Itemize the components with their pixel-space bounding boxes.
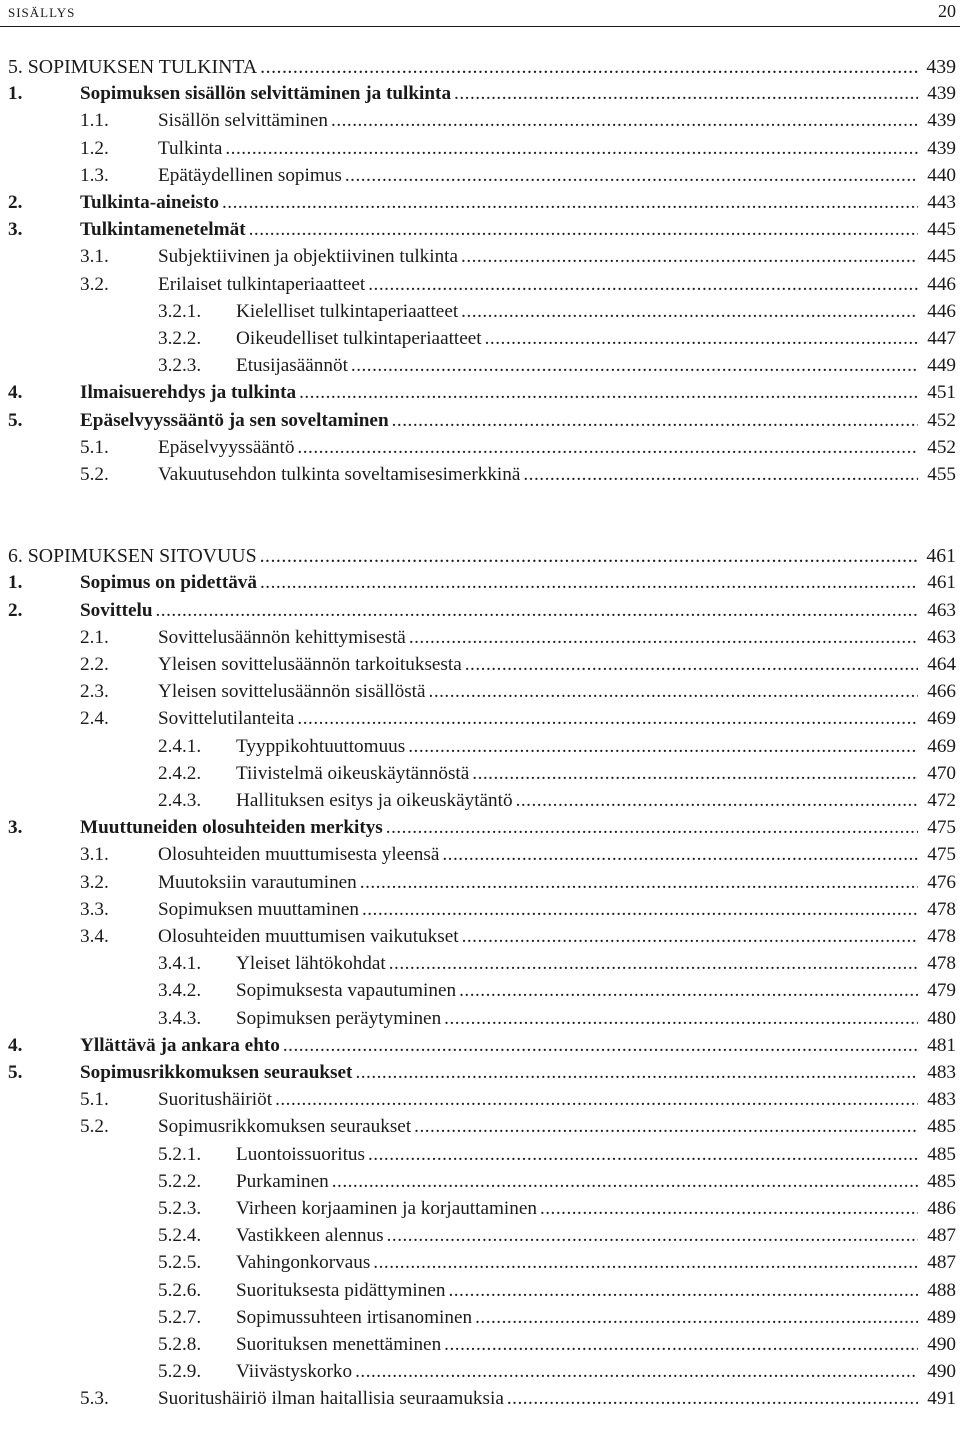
toc-entry-number: 5.2.1. <box>158 1143 202 1165</box>
toc-entry[interactable] <box>0 353 958 379</box>
toc-entry-number: 2.4.1. <box>158 735 202 757</box>
toc-page-number: 466 <box>927 681 956 703</box>
toc-entry[interactable] <box>0 272 958 298</box>
toc-entry-title: Sisällön selvittäminen <box>158 110 329 132</box>
toc-title-leader <box>158 1386 918 1412</box>
dot-leader <box>219 190 918 216</box>
toc-entry-number: 3.2.3. <box>158 355 202 377</box>
toc-entry-title: Yllättävä ja ankara ehto <box>80 1034 280 1056</box>
dot-leader <box>246 217 918 243</box>
toc-title-leader <box>80 217 918 243</box>
toc-entry-title: Purkaminen <box>236 1170 329 1192</box>
toc-title-leader <box>158 435 918 461</box>
toc-title-leader <box>236 1278 918 1304</box>
toc-title-leader <box>158 272 918 298</box>
toc-page-number: 440 <box>927 164 956 186</box>
dot-leader <box>357 870 918 896</box>
toc-entry-number: 3.2.1. <box>158 300 202 322</box>
toc-entry-number: 3.1. <box>80 246 109 268</box>
toc-entry-number: 5.2. <box>80 464 109 485</box>
toc-page-number: 445 <box>927 246 956 268</box>
toc-entry-title: Suoritushäiriöt <box>158 1089 273 1111</box>
dot-leader <box>389 408 918 434</box>
toc-entry-number: 1.1. <box>80 110 109 132</box>
toc-entry-title: Tulkinta <box>158 137 223 159</box>
toc-page-number: 491 <box>927 1388 956 1410</box>
toc-page-number: 446 <box>927 273 956 295</box>
toc-entry-title: Tulkinta-aineisto <box>80 192 219 213</box>
toc-entry-title: Suorituksen menettäminen <box>236 1334 442 1355</box>
running-header <box>0 0 960 26</box>
toc-entry[interactable] <box>0 1006 958 1032</box>
toc-entry-title: Yleiset lähtökohdat <box>236 953 386 975</box>
dot-leader <box>439 842 918 868</box>
toc-page-number: 483 <box>927 1089 956 1111</box>
toc-page-number: 464 <box>927 654 956 675</box>
toc-title-leader <box>236 1006 918 1032</box>
toc-page-number: 486 <box>927 1198 956 1219</box>
dot-leader <box>222 136 918 162</box>
toc-entry-number: 5.2.8. <box>158 1334 202 1355</box>
toc-entry-number: 3.4.3. <box>158 1007 202 1029</box>
toc-entry-title: Sovittelutilanteita <box>158 708 295 730</box>
toc-entry-number: 5.2.3. <box>158 1198 202 1219</box>
toc-page-number: 470 <box>927 762 956 784</box>
toc-page-number: 485 <box>927 1116 956 1138</box>
toc-entry-number: 5. SOPIMUKSEN TULKINTA <box>8 56 258 78</box>
toc-title-leader <box>236 1359 918 1385</box>
toc-entry-title: Ilmaisuerehdys ja tulkinta <box>80 382 297 404</box>
toc-entry[interactable] <box>0 108 958 134</box>
toc-title-leader <box>236 1142 918 1168</box>
toc-entry[interactable] <box>0 951 958 977</box>
toc-entry-title: Erilaiset tulkintaperiaatteet <box>158 273 366 295</box>
toc-page-number: 439 <box>927 137 956 159</box>
toc-entry-number: 3.4.2. <box>158 980 202 1002</box>
toc-title-leader <box>80 81 918 107</box>
toc-title-leader <box>158 136 918 162</box>
toc-page-number: 452 <box>927 409 956 431</box>
toc-entry-title: Vahingonkorvaus <box>236 1252 371 1274</box>
toc-entry-title: Tulkintamenetelmät <box>80 219 246 241</box>
toc-entry[interactable] <box>0 1142 958 1168</box>
toc-page-number: 488 <box>927 1279 956 1301</box>
toc-page-number: 475 <box>927 817 956 839</box>
toc-title-leader <box>158 625 918 651</box>
toc-title-leader <box>236 734 918 760</box>
toc-entry[interactable] <box>0 1386 958 1412</box>
dot-leader <box>520 462 918 488</box>
toc-page-number: 483 <box>927 1062 956 1083</box>
toc-chapter-entry[interactable] <box>0 54 958 80</box>
dot-leader <box>294 435 918 461</box>
dot-leader <box>383 815 918 841</box>
toc-entry-title: Sopimussuhteen irtisanominen <box>236 1306 473 1328</box>
dot-leader <box>472 1305 918 1331</box>
toc-title-leader <box>236 299 918 325</box>
toc-entry-number: 2.4.2. <box>158 762 202 784</box>
toc-page-number: 452 <box>927 436 956 458</box>
toc-entry[interactable] <box>0 462 958 488</box>
toc-page-number: 475 <box>927 844 956 866</box>
dot-leader <box>441 1332 918 1358</box>
dot-leader <box>445 1278 918 1304</box>
dot-leader <box>458 244 918 270</box>
toc-entry[interactable] <box>0 435 958 461</box>
toc-entry[interactable] <box>0 1114 958 1140</box>
toc-entry-number: 3. <box>8 817 23 839</box>
toc-title-leader <box>80 1033 918 1059</box>
toc-entry[interactable] <box>0 81 958 107</box>
dot-leader <box>342 163 918 189</box>
toc-entry[interactable] <box>0 1060 958 1086</box>
dot-leader <box>459 924 918 950</box>
toc-entry-title: Subjektiivinen ja objektiivinen tulkinta <box>158 246 459 268</box>
dot-leader <box>257 543 918 569</box>
dot-leader <box>296 380 918 406</box>
toc-title-leader <box>158 244 918 270</box>
toc-entry-title: Sopimus on pidettävä <box>80 572 257 594</box>
toc-page-number: 445 <box>927 219 956 241</box>
toc-page-number: 443 <box>927 192 956 213</box>
toc-entry-number: 3.4.1. <box>158 953 202 975</box>
dot-leader <box>384 1223 918 1249</box>
toc-page-number: 478 <box>927 898 956 920</box>
toc-entry-number: 5.2.5. <box>158 1252 202 1274</box>
toc-page-number: 487 <box>927 1252 956 1274</box>
toc-entry[interactable] <box>0 788 958 814</box>
toc-entry-number: 5.2.6. <box>158 1279 202 1301</box>
toc-title-leader <box>80 408 918 434</box>
toc-entry[interactable] <box>0 1250 958 1276</box>
dot-leader <box>352 1060 918 1086</box>
toc-entry[interactable] <box>0 761 958 787</box>
toc-title-leader <box>158 1087 918 1113</box>
toc-entry-number: 1.2. <box>80 137 109 159</box>
toc-entry[interactable] <box>0 1033 958 1059</box>
toc-entry-title: Viivästyskorko <box>236 1361 353 1383</box>
toc-title-leader <box>158 163 918 189</box>
dot-leader <box>469 761 918 787</box>
dot-leader <box>359 897 918 923</box>
dot-leader <box>365 272 918 298</box>
running-title: sisällys <box>8 1 76 21</box>
toc-entry-number: 3.2. <box>80 871 109 893</box>
toc-page-number: 451 <box>927 382 956 404</box>
toc-page-number: 480 <box>927 1007 956 1029</box>
toc-page-number: 487 <box>927 1225 956 1247</box>
dot-leader <box>257 54 918 80</box>
dot-leader <box>329 1169 918 1195</box>
toc-title-leader <box>80 570 918 596</box>
toc-entry-number: 1. <box>8 83 23 105</box>
toc-entry-number: 5.2.9. <box>158 1361 202 1383</box>
toc-entry[interactable] <box>0 1169 958 1195</box>
dot-leader <box>328 108 918 134</box>
toc-entry[interactable] <box>0 299 958 325</box>
toc-entry-number: 3. <box>8 219 23 241</box>
toc-entry[interactable] <box>0 570 958 596</box>
toc-title-leader <box>236 326 918 352</box>
toc-entry[interactable] <box>0 598 958 624</box>
toc-entry[interactable] <box>0 1359 958 1385</box>
toc-entry-title: Luontoissuoritus <box>236 1143 365 1165</box>
toc-entry-number: 3.3. <box>80 898 109 920</box>
toc-title-leader <box>236 1196 918 1222</box>
dot-leader <box>386 951 918 977</box>
toc-entry[interactable] <box>0 217 958 243</box>
toc-entry-title: Sopimuksen muuttaminen <box>158 898 359 920</box>
toc-entry-number: 5. <box>8 409 23 431</box>
toc-entry-title: Vastikkeen alennus <box>236 1225 384 1247</box>
toc-page-number: 439 <box>927 110 956 132</box>
toc-page-number: 439 <box>926 56 956 78</box>
toc-title-leader <box>236 788 918 814</box>
toc-entry-number: 5.1. <box>80 1089 109 1111</box>
toc-title-leader <box>158 462 918 488</box>
toc-page-number: 449 <box>927 355 956 377</box>
toc-entry-title: Epäselvyyssääntö ja sen soveltaminen <box>80 409 389 431</box>
toc-entry-number: 5.2.7. <box>158 1306 202 1328</box>
toc-page-number: 446 <box>927 300 956 322</box>
toc-entry-title: Epätäydellinen sopimus <box>158 164 342 186</box>
dot-leader <box>294 706 918 732</box>
toc-entry-number: 5.2. <box>80 1116 109 1138</box>
toc-chapter-entry[interactable] <box>0 543 958 569</box>
toc-entry[interactable] <box>0 897 958 923</box>
toc-entry-title: Sopimusrikkomuksen seuraukset <box>158 1116 412 1138</box>
toc-title-leader <box>80 1060 918 1086</box>
toc-page-number: 476 <box>927 871 956 893</box>
toc-entry-number: 3.1. <box>80 844 109 866</box>
toc-page-number: 439 <box>927 83 956 105</box>
toc-entry-title: Yleisen sovittelusäännön sisällöstä <box>158 681 426 703</box>
toc-page-number: 485 <box>927 1143 956 1165</box>
dot-leader <box>370 1250 918 1276</box>
toc-entry-number: 6. SOPIMUKSEN SITOVUUS <box>8 545 257 568</box>
toc-page-number: 479 <box>927 980 956 1002</box>
toc-page-number: 469 <box>927 708 956 730</box>
toc-entry-title: Olosuhteiden muuttumisen vaikutukset <box>158 926 459 947</box>
toc-entry[interactable] <box>0 1087 958 1113</box>
toc-page-number: 463 <box>927 626 956 648</box>
dot-leader <box>537 1196 918 1222</box>
toc-entry[interactable] <box>0 1278 958 1304</box>
toc-title-leader <box>236 1332 918 1358</box>
toc-entry[interactable] <box>0 924 958 950</box>
toc-title-leader <box>158 108 918 134</box>
dot-leader <box>411 1114 918 1140</box>
toc-entry-number: 2. <box>8 192 23 213</box>
toc-title-leader <box>80 815 918 841</box>
toc-page-number: 490 <box>927 1361 956 1383</box>
toc-title-leader <box>236 761 918 787</box>
dot-leader <box>513 788 918 814</box>
toc-entry-number: 5.2.4. <box>158 1225 202 1247</box>
dot-leader <box>406 625 918 651</box>
toc-entry-title: Muutoksiin varautuminen <box>158 871 357 893</box>
dot-leader <box>280 1033 918 1059</box>
toc-entry-number: 3.2.2. <box>158 328 202 349</box>
toc-entry-number: 3.4. <box>80 926 109 947</box>
toc-entry-title: Sopimuksen peräytyminen <box>236 1007 442 1029</box>
toc-entry[interactable] <box>0 870 958 896</box>
dot-leader <box>426 679 918 705</box>
toc-entry-title: Sovittelusäännön kehittymisestä <box>158 626 406 648</box>
toc-entry-title: Vakuutusehdon tulkinta soveltamisesimerkkinä <box>158 464 521 485</box>
toc-entry-number: 3.2. <box>80 273 109 295</box>
toc-title-leader <box>236 978 918 1004</box>
dot-leader <box>272 1087 918 1113</box>
toc-entry-title: Oikeudelliset tulkintaperiaatteet <box>236 328 482 349</box>
toc-entry-number: 5.3. <box>80 1388 109 1410</box>
toc-entry-number: 2.4. <box>80 708 109 730</box>
toc-page-number: 461 <box>926 545 956 568</box>
toc-page-number: 485 <box>927 1170 956 1192</box>
toc-entry[interactable] <box>0 1196 958 1222</box>
toc-entry[interactable] <box>0 326 958 352</box>
toc-title-leader <box>236 1250 918 1276</box>
toc-entry-number: 2.2. <box>80 654 109 675</box>
toc-entry[interactable] <box>0 706 958 732</box>
dot-leader <box>348 353 918 379</box>
toc-page-number: 489 <box>927 1306 956 1328</box>
toc-entry[interactable] <box>0 842 958 868</box>
toc-entry-title: Muuttuneiden olosuhteiden merkitys <box>80 817 383 839</box>
toc-title-leader <box>236 1169 918 1195</box>
toc-title-leader <box>236 353 918 379</box>
toc-page-number: 478 <box>927 953 956 975</box>
toc-page-number: 455 <box>927 464 956 485</box>
dot-leader <box>405 734 918 760</box>
toc-entry[interactable] <box>0 1223 958 1249</box>
toc-title-leader <box>158 842 918 868</box>
toc-entry-title: Hallituksen esitys ja oikeuskäytäntö <box>236 790 513 811</box>
dot-leader <box>451 81 918 107</box>
toc-title-leader <box>80 598 918 624</box>
toc-page-number: 463 <box>927 599 956 621</box>
toc-title-leader <box>80 190 918 216</box>
toc-entry-title: Suoritushäiriö ilman haitallisia seuraamuksia <box>158 1388 504 1410</box>
toc-entry-number: 2.4.3. <box>158 790 202 811</box>
toc-title-leader <box>158 1114 918 1140</box>
toc-entry-number: 4. <box>8 1034 23 1056</box>
toc-title-leader <box>236 1223 918 1249</box>
toc-entry[interactable] <box>0 163 958 189</box>
toc-entry-title: Virheen korjaaminen ja korjauttaminen <box>236 1198 537 1219</box>
toc-entry[interactable] <box>0 978 958 1004</box>
toc-entry-title: Sopimusrikkomuksen seuraukset <box>80 1062 353 1083</box>
toc-page-number: 478 <box>927 926 956 947</box>
toc-entry[interactable] <box>0 380 958 406</box>
toc-entry-title: Etusijasäännöt <box>236 355 348 377</box>
toc-entry-title: Sopimuksen sisällön selvittäminen ja tulkinta <box>80 83 452 105</box>
toc-entry-title: Olosuhteiden muuttumisesta yleensä <box>158 844 440 866</box>
toc-entry[interactable] <box>0 815 958 841</box>
toc-entry-title: Sovittelu <box>80 599 153 621</box>
dot-leader <box>352 1359 918 1385</box>
header-rule <box>0 26 960 27</box>
toc-title-leader <box>158 897 918 923</box>
toc-entry-number: 2.1. <box>80 626 109 648</box>
toc-entry-title: Tiivistelmä oikeuskäytännöstä <box>236 762 470 784</box>
toc-entry[interactable] <box>0 652 958 678</box>
toc-entry-number: 5.2.2. <box>158 1170 202 1192</box>
toc-entry-number: 4. <box>8 382 23 404</box>
toc-entry-number: 1.3. <box>80 164 109 186</box>
toc-page-number: 461 <box>927 572 956 594</box>
toc-entry[interactable] <box>0 734 958 760</box>
toc-entry-number: 1. <box>8 572 23 594</box>
toc-page-number: 447 <box>927 328 956 349</box>
toc-page-number: 469 <box>927 735 956 757</box>
toc-entry[interactable] <box>0 679 958 705</box>
dot-leader <box>482 326 918 352</box>
toc-entry-title: Kielelliset tulkintaperiaatteet <box>236 300 459 322</box>
toc-entry-title: Epäselvyyssääntö <box>158 436 295 458</box>
toc-page-number: 490 <box>927 1334 956 1355</box>
dot-leader <box>153 598 919 624</box>
toc-entry-title: Suorituksesta pidättyminen <box>236 1279 446 1301</box>
dot-leader <box>462 652 918 678</box>
dot-leader <box>365 1142 918 1168</box>
toc-title-leader <box>8 54 918 80</box>
toc-title-leader <box>158 924 918 950</box>
toc-entry[interactable] <box>0 136 958 162</box>
dot-leader <box>458 299 918 325</box>
toc-entry-number: 2. <box>8 599 23 621</box>
toc-entry-number: 5. <box>8 1062 23 1083</box>
toc-entry[interactable] <box>0 1332 958 1358</box>
page-number: 20 <box>938 1 956 21</box>
dot-leader <box>456 978 918 1004</box>
toc-entry-title: Yleisen sovittelusäännön tarkoituksesta <box>158 654 462 675</box>
toc-entry-title: Sopimuksesta vapautuminen <box>236 980 457 1002</box>
toc-entry-title: Tyyppikohtuuttomuus <box>236 735 406 757</box>
toc-title-leader <box>236 951 918 977</box>
toc-entry[interactable] <box>0 625 958 651</box>
toc-title-leader <box>158 870 918 896</box>
toc-entry-number: 5.1. <box>80 436 109 458</box>
toc-page-number: 481 <box>927 1034 956 1056</box>
toc-entry[interactable] <box>0 408 958 434</box>
toc-title-leader <box>236 1305 918 1331</box>
toc-entry[interactable] <box>0 190 958 216</box>
dot-leader <box>257 570 918 596</box>
toc-title-leader <box>80 380 918 406</box>
toc-title-leader <box>158 679 918 705</box>
toc-entry[interactable] <box>0 1305 958 1331</box>
toc-entry[interactable] <box>0 244 958 270</box>
toc-entry-number: 2.3. <box>80 681 109 703</box>
toc-title-leader <box>158 706 918 732</box>
toc-title-leader <box>158 652 918 678</box>
dot-leader <box>504 1386 918 1412</box>
dot-leader <box>441 1006 918 1032</box>
toc-title-leader <box>8 543 918 569</box>
toc-page-number: 472 <box>927 790 956 811</box>
